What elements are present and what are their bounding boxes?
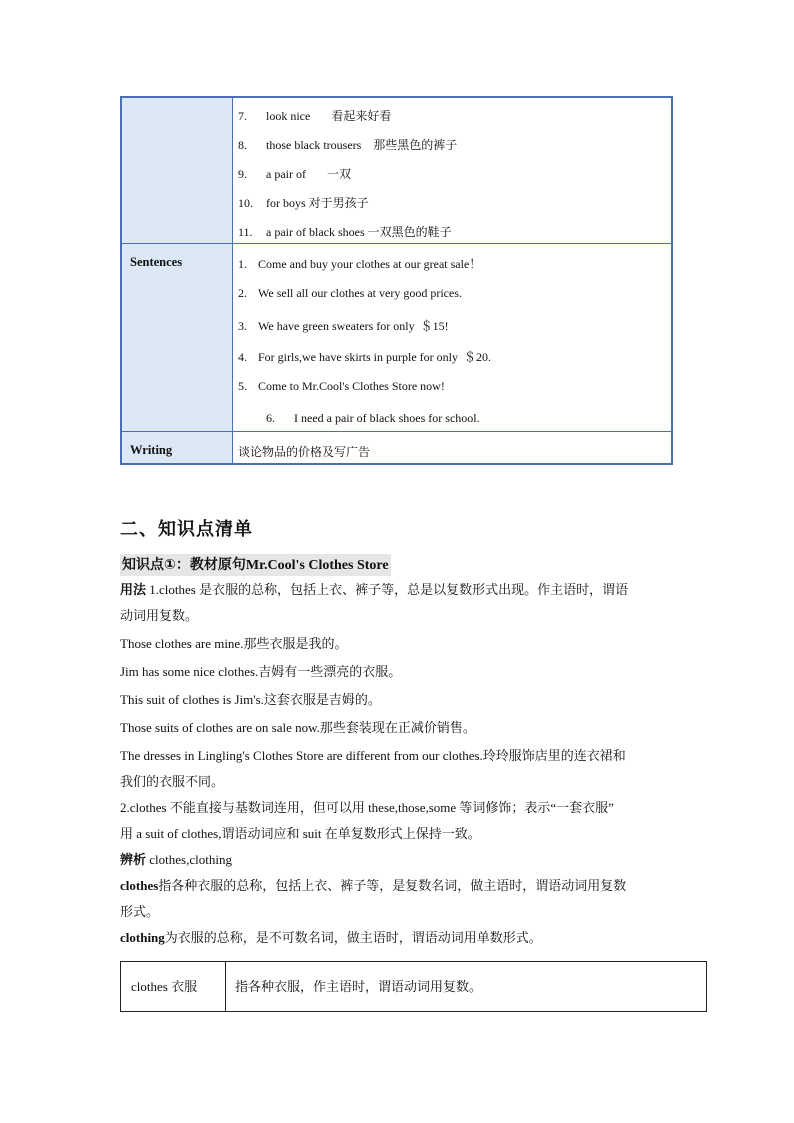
usage-paragraph: 用法 1.clothes 是衣服的总称，包括上衣、裤子等，总是以复数形式出现。作主语时，谓语 动词用复数。 Those clothes are mine.那些衣服是我的。 Jim has some nice clothes.吉姆有一些漂亮的衣服。 This suit of clothes is Jim's.这套衣服是吉姆的。 Those suits of clothes are on sale now.那些套装现在正减价销售。 The dresses in Lingling's Clothes Store are different from our clothes.玲玲服饰店里的连衣裙和 我们的衣服不同。 2.clothes 不能直接与基数词连用，但可以用 these,those,some 等词修饰；表示“一套衣服” 用 a suit of clothes,谓语动词应和 suit 在单复数形式上保持一致。 辨析 clothes,clothing clothes指各种衣服的总称，包括上衣、裤子等，是复数名词，做主语时，谓语动词用复数 形式。 clothing为衣服的总称，是不可数名词，做主语时，谓语动词用单数形式。 [120, 582, 629, 945]
phrase-row: 10. for boys 对于男孩子 [238, 196, 369, 210]
sentence-row: 6. I need a pair of black shoes for school. [266, 411, 480, 425]
table-divider [122, 431, 671, 432]
sentences-label: Sentences [130, 255, 183, 269]
knowledge-point-title: 知识点①：教材原句Mr.Cool's Clothes Store [120, 554, 391, 576]
writing-label: Writing [130, 443, 173, 457]
table-divider [122, 243, 671, 244]
table-divider [225, 962, 226, 1011]
phrase-row: 7. look nice 看起来好看 [238, 109, 392, 123]
table-divider [232, 98, 233, 463]
phrase-row: 11. a pair of black shoes 一双黑色的鞋子 [238, 225, 452, 239]
section-title: 二、知识点清单 [120, 519, 253, 540]
sentence-row: 4. For girls,we have skirts in purple for only ＄20. [238, 350, 491, 364]
writing-text: 谈论物品的价格及写广告 [238, 445, 371, 459]
table-cell-term: clothes 衣服 [131, 979, 198, 994]
sentence-row: 2. We sell all our clothes at very good prices. [238, 286, 462, 300]
sentence-row: 3. We have green sweaters for only ＄15! [238, 319, 449, 333]
sentence-row: 5. Come to Mr.Cool's Clothes Store now! [238, 379, 445, 393]
phrase-row: 8. those black trousers 那些黑色的裤子 [238, 138, 458, 152]
table-label-column [122, 98, 232, 463]
phrase-row: 9. a pair of 一双 [238, 167, 351, 181]
table-cell-definition: 指各种衣服，作主语时，谓语动词用复数。 [235, 979, 483, 994]
sentence-row: 1. Come and buy your clothes at our great sale！ [238, 257, 482, 271]
comparison-table [120, 961, 707, 1012]
vocabulary-table [120, 96, 673, 465]
